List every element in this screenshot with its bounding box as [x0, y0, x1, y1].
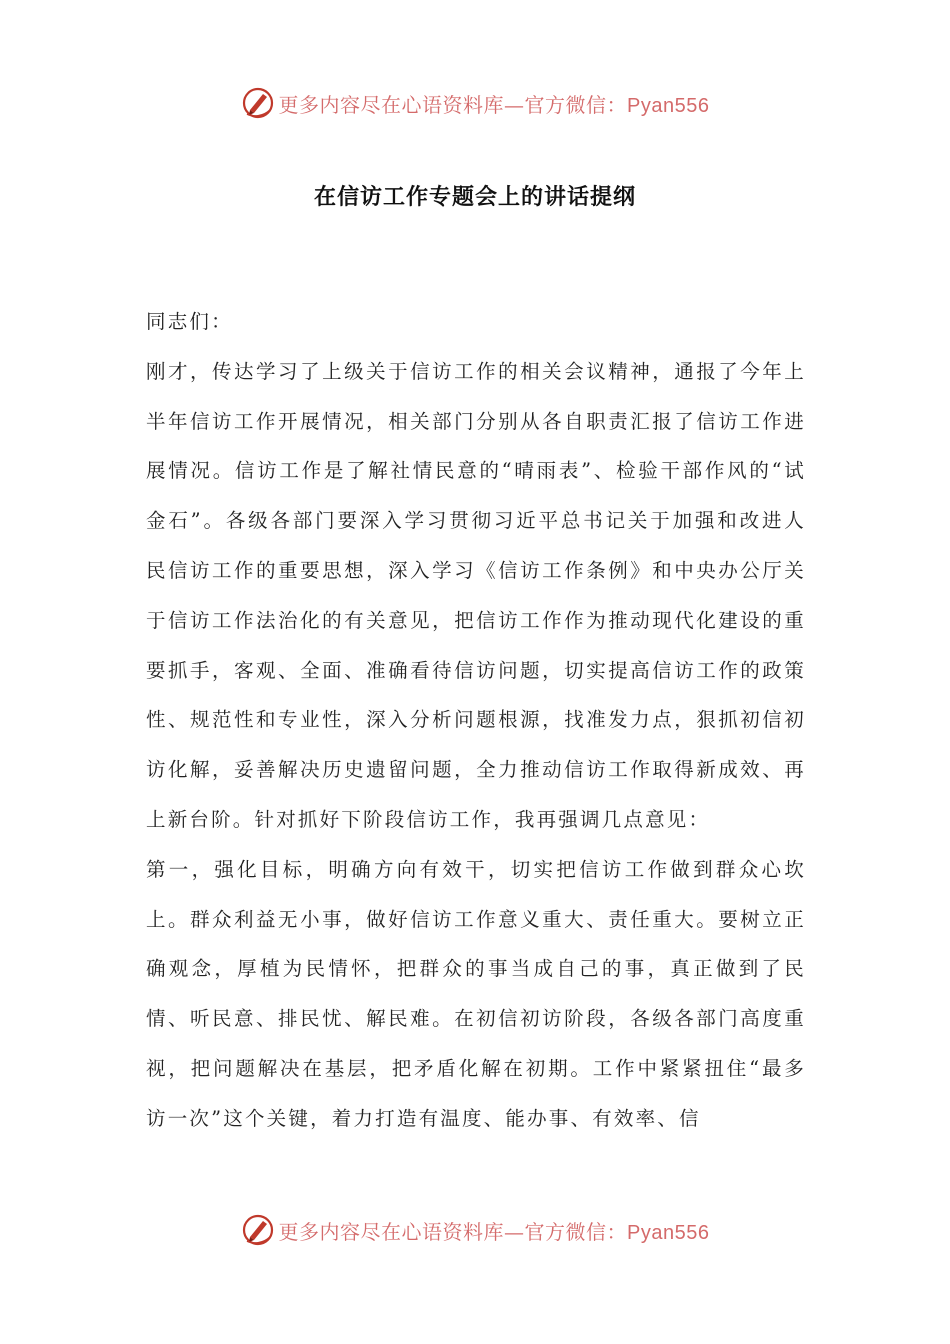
document-body	[146, 297, 806, 1144]
header-banner	[0, 83, 950, 123]
pen-circle-logo-icon	[241, 86, 275, 120]
paragraph-2: 第一，强化目标，明确方向有效干，切实把信访工作做到群众心坎上。群众利益无小事，做好信访工作意义重大、责任重大。要树立正确观念，厚植为民情怀，把群众的事当成自己的事，真正做到了民情、听民意、排民忧、解民难。在初信初访阶段，各级各部门高度重视，把问题解决在基层，把矛盾化解在初期。工作中紧紧扭住“最多访一次”这个关键，着力打造有温度、能办事、有效率、信	[146, 857, 806, 1130]
greeting: 同志们：	[146, 310, 233, 333]
footer-banner-text: 更多内容尽在心语资料库—官方微信：Pyan556	[278, 1219, 710, 1244]
document-title: 在信访工作专题会上的讲话提纲	[313, 185, 636, 210]
header-banner-text: 更多内容尽在心语资料库—官方微信：Pyan556	[278, 92, 710, 117]
paragraph-1: 刚才，传达学习了上级关于信访工作的相关会议精神，通报了今年上半年信访工作开展情况，相关部门分别从各自职责汇报了信访工作进展情况。信访工作是了解社情民意的“晴雨表”、检验干部作风的“试金石”。各级各部门要深入学习贯彻习近平总书记关于加强和改进人民信访工作的重要思想，深入学习《信访工作条例》和中央办公厅关于信访工作法治化的有关意见，把信访工作作为推动现代化建设的重要抓手，客观、全面、准确看待信访问题，切实提高信访工作的政策性、规范性和专业性，深入分析问题根源，找准发力点，狠抓初信初访化解，妥善解决历史遗留问题，全力推动信访工作取得新成效、再上新台阶。针对抓好下阶段信访工作，我再强调几点意见：	[146, 359, 806, 831]
footer-banner	[0, 1210, 950, 1250]
pen-circle-logo-icon	[241, 1213, 275, 1247]
